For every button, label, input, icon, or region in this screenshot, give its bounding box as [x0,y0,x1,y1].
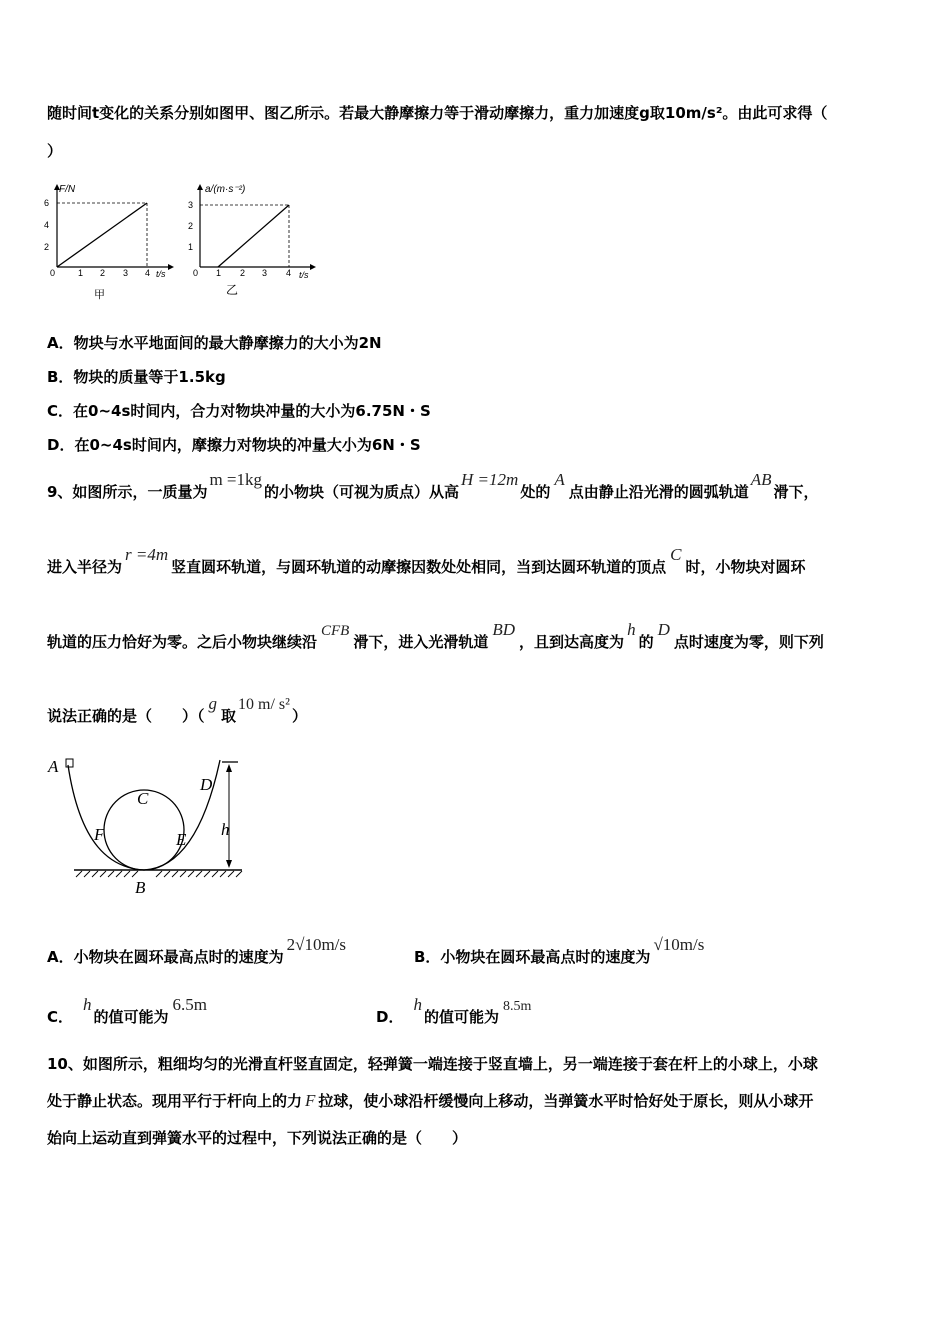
graph-a-caption: 甲 [94,289,105,301]
h-arrow-bottom [226,860,232,868]
intro-line-1: 随时间t变化的关系分别如图甲、图乙所示。若最大静摩擦力等于滑动摩擦力，重力加速度g取10m/s²。由此可求得（ [47,104,828,122]
graph-a-line [57,203,147,267]
q9-mass: m =1kg [209,470,263,489]
q10-force-F: F [305,1091,316,1110]
graph-a-xtick-2: 2 [100,268,106,278]
q9-option-b-text: B．小物块在圆环最高点时的速度为 [414,948,651,966]
q9-option-c-h: h [83,995,92,1014]
q9-option-d-label: D． [376,1008,404,1026]
graph-a-xtick-0: 0 [50,268,56,278]
graph-b-xlabel: t/s [299,270,309,280]
q10-line-2b: 拉球，使小球沿杆缓慢向上移动，当弹簧水平时恰好处于原长，则从小球开 [318,1092,814,1110]
q9-l4-c: ） [291,707,307,725]
graph-a-ytick-4: 4 [44,220,50,230]
q9-l1-c: 处的 [520,483,551,501]
q9-option-a-value: 2√10m/s [286,935,347,954]
q10-line-1: 10、如图所示，粗细均匀的光滑直杆竖直固定，轻弹簧一端连接于竖直墙上，另一端连接于套在杆上的小球上，小球 [47,1055,818,1073]
graph-b-xtick-4: 4 [286,268,292,278]
q9-l3-d: 的 [638,633,654,651]
q9-option-a-text: A．小物块在圆环最高点时的速度为 [47,948,284,966]
graph-b-caption: 乙 [226,283,239,297]
q9-option-c-value: 6.5m [172,995,208,1014]
q9-l4-a: 说法正确的是（ ）（ [47,707,205,725]
graph-b-xtick-1: 1 [216,268,222,278]
q9-track-BD: BD [492,620,516,639]
graph-b-xtick-0: 0 [193,268,199,278]
q8-option-c: C．在0~4s时间内，合力对物块冲量的大小为6.75N・S [47,402,431,420]
graph-a-xtick-1: 1 [78,268,84,278]
graph-b-line [218,205,289,267]
q10-line-2a: 处于静止状态。现用平行于杆向上的力 [47,1092,303,1110]
q8-option-d: D．在0~4s时间内，摩擦力对物块的冲量大小为6N・S [47,436,421,454]
graph-a-ytick-2: 2 [44,242,50,252]
q9-point-A: A [554,470,565,489]
graph-a-xtick-3: 3 [123,268,129,278]
q9-l1-d: 点由静止沿光滑的圆弧轨道 [568,483,749,501]
graph-a-xtick-4: 4 [145,268,151,278]
q8-option-b: B．物块的质量等于1.5kg [47,368,226,386]
q9-option-d [376,995,532,1027]
ground-hatch [76,871,242,877]
track-curve [68,760,220,870]
q9-line-2 [47,545,806,577]
graph-b-ylabel: a/(m·s⁻²) [205,184,246,195]
label-F: F [94,825,105,844]
q9-option-a [47,935,347,967]
q9-height-H: H =12m [461,470,519,489]
q9-g: g [208,694,218,713]
label-C: C [137,789,149,808]
q9-path-CFB: CFB [321,623,350,639]
q9-option-d-value: 8.5m [502,999,532,1014]
q9-l1-a: 9、如图所示，一质量为 [47,483,208,501]
label-B: B [135,878,146,897]
q9-h: h [627,620,636,639]
q9-l3-e: 点时速度为零，则下列 [673,633,824,651]
graph-b-ytick-3: 3 [188,200,194,210]
label-D: D [200,775,213,794]
label-A: A [48,757,59,776]
q9-line-3 [47,620,824,652]
graph-a-xlabel: t/s [156,269,166,279]
q9-option-d-h: h [413,995,422,1014]
q9-l2-b: 竖直圆环轨道，与圆环轨道的动摩擦因数处处相同，当到达圆环轨道的顶点 [171,558,667,576]
graph-b-ytick-1: 1 [188,242,194,252]
q9-option-b [414,935,705,967]
h-arrow-top [226,764,232,772]
q8-option-a: A．物块与水平地面间的最大静摩擦力的大小为2N [47,334,382,352]
q9-l2-c: 时，小物块对圆环 [685,558,806,576]
q9-point-C: C [670,545,682,564]
q9-figure [40,750,260,900]
q9-point-D: D [657,620,670,639]
q9-l1-b: 的小物块（可视为质点）从高 [264,483,460,501]
q9-option-c-label: C． [47,1008,74,1026]
graph-b-xtick-2: 2 [240,268,246,278]
q9-option-c-text: 的值可能为 [93,1008,169,1026]
q9-radius: r =4m [125,545,169,564]
block-icon [66,759,73,767]
q9-l3-a: 轨道的压力恰好为零。之后小物块继续沿 [47,633,318,651]
label-h: h [221,820,230,839]
q9-line-4 [47,694,307,726]
graph-b [197,184,316,270]
q9-l4-b: 取 [221,707,237,725]
q9-option-d-text: 的值可能为 [423,1008,499,1026]
graph-a-ylabel: F/N [59,184,76,195]
q9-track-AB: AB [750,470,772,489]
q9-l2-a: 进入半径为 [47,558,123,576]
fig1-graphs [40,180,330,305]
q9-l3-b: 滑下，进入光滑轨道 [353,633,489,651]
q9-option-c [47,995,208,1027]
graph-b-xtick-3: 3 [262,268,268,278]
intro-line-2: ） [47,142,63,160]
graph-a-ytick-6: 6 [44,198,50,208]
q9-line-1 [47,470,819,502]
q9-option-b-value: √10m/s [653,935,705,954]
q9-l3-c: ，且到达高度为 [519,633,625,651]
q10-line-2 [47,1090,813,1111]
q10-line-3: 始向上运动直到弹簧水平的过程中，下列说法正确的是（ ） [47,1129,468,1147]
q9-g-value: 10 m/ s² [238,696,290,713]
q9-l1-e: 滑下， [773,483,819,501]
label-E: E [176,830,187,849]
graph-a [54,184,174,270]
graph-b-ytick-2: 2 [188,221,194,231]
